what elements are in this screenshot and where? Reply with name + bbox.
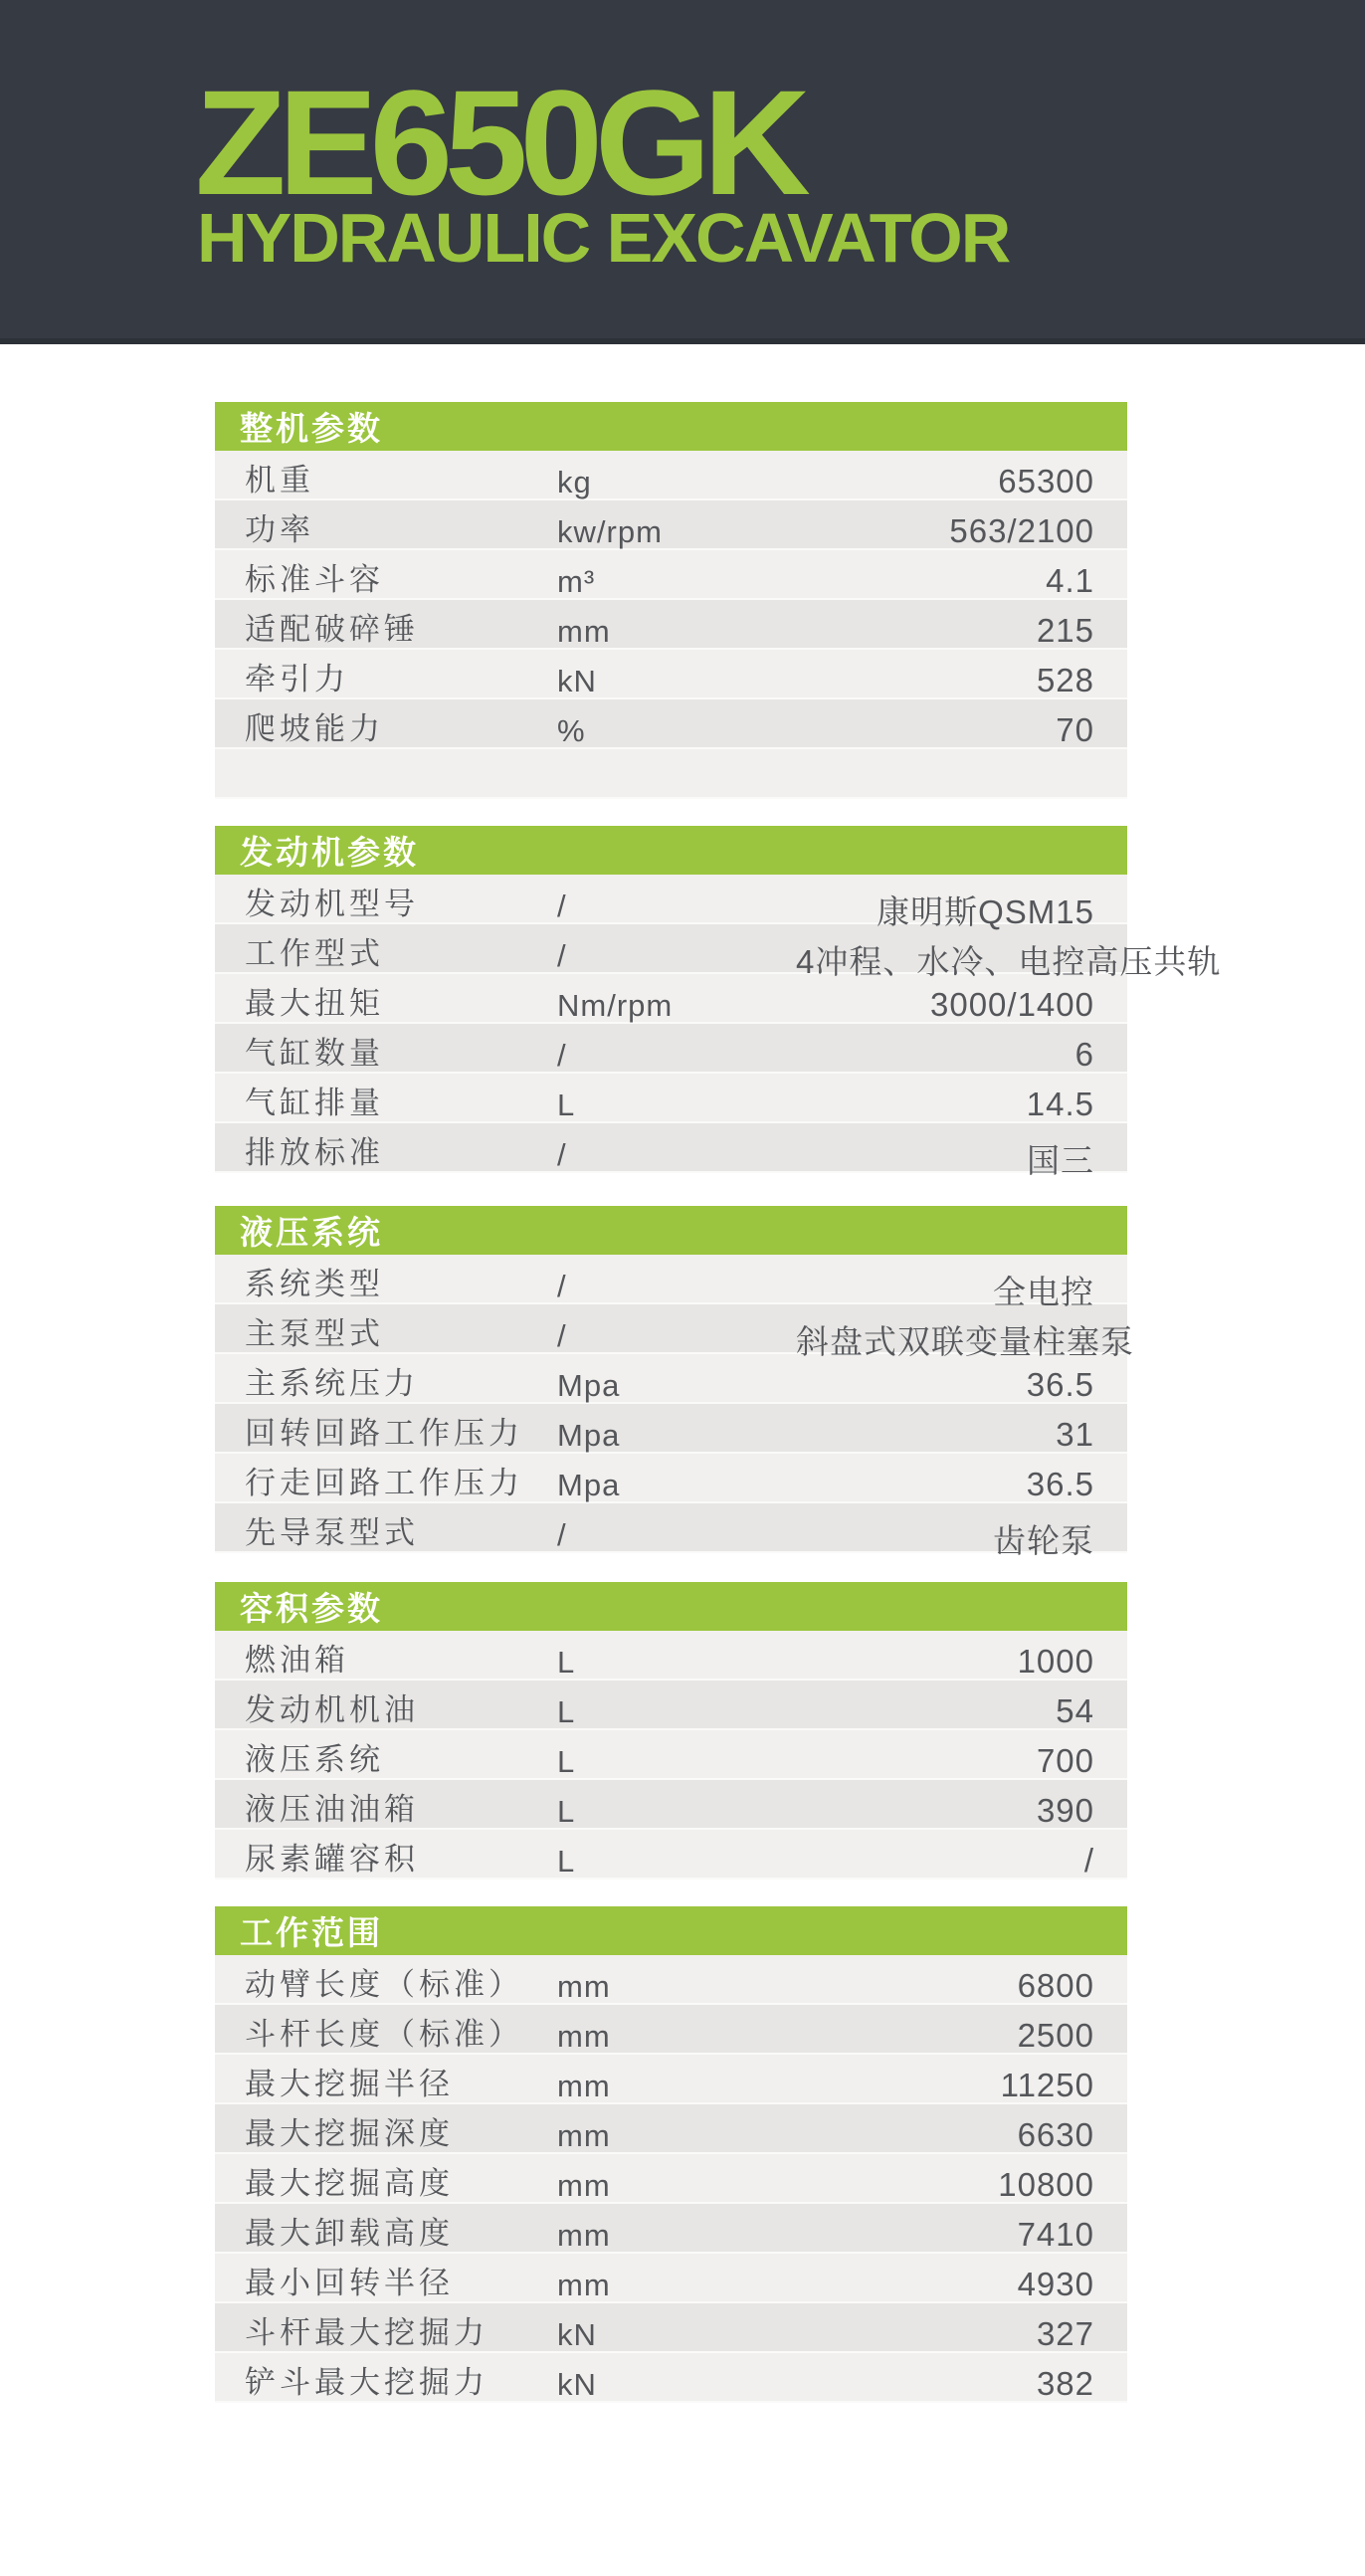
table-row <box>215 451 1127 500</box>
row-label: 标准斗容 <box>245 562 384 597</box>
spec-table <box>215 1206 1134 1559</box>
row-value: 斜盘式双联变量柱塞泵 <box>796 1323 1134 1360</box>
table-title-bar <box>215 402 1127 451</box>
table-title-bar <box>215 1906 1127 1955</box>
row-value: 6800 <box>1017 1967 1094 2004</box>
table-row <box>215 1681 1127 1730</box>
row-label: 主系统压力 <box>245 1366 419 1401</box>
table-row <box>215 2254 1127 2303</box>
row-unit: mm <box>557 2168 611 2203</box>
hero-header <box>0 0 1365 344</box>
row-value: 65300 <box>998 463 1094 499</box>
row-label: 最大卸载高度 <box>245 2216 454 2251</box>
table-rows <box>215 875 1222 1179</box>
row-label: 工作型式 <box>245 936 384 971</box>
row-value: 7410 <box>1017 2216 1094 2253</box>
row-unit: / <box>557 1038 567 1073</box>
table-row <box>215 2055 1127 2104</box>
row-value: 14.5 <box>1026 1086 1094 1122</box>
row-label: 燃油箱 <box>245 1643 349 1678</box>
row-unit: Mpa <box>557 1368 621 1403</box>
row-unit <box>557 749 796 797</box>
row-label: 牵引力 <box>245 662 349 696</box>
row-label <box>215 749 557 797</box>
row-label: 最大挖掘半径 <box>245 2067 454 2101</box>
row-label: 先导泵型式 <box>245 1515 419 1550</box>
row-value: 390 <box>1036 1792 1094 1829</box>
row-unit: / <box>557 1318 567 1353</box>
table-row <box>215 2303 1127 2353</box>
row-label: 液压系统 <box>245 1742 384 1777</box>
row-label: 铲斗最大挖掘力 <box>245 2365 488 2400</box>
row-value: 36.5 <box>1026 1366 1094 1403</box>
table-row <box>215 1631 1127 1681</box>
table-row <box>215 699 1127 749</box>
row-unit: kg <box>557 465 592 499</box>
row-unit: L <box>557 1844 576 1879</box>
table-row <box>215 1304 1134 1360</box>
table-title-bar <box>215 1582 1127 1631</box>
row-unit: kN <box>557 664 597 698</box>
table-title: 液压系统 <box>240 1214 383 1251</box>
row-unit: / <box>557 889 567 923</box>
row-unit: Mpa <box>557 1418 621 1453</box>
row-label: 系统类型 <box>245 1267 384 1301</box>
row-unit: L <box>557 1794 576 1829</box>
row-unit: mm <box>557 2268 611 2302</box>
row-unit: % <box>557 713 586 748</box>
row-label: 最小回转半径 <box>245 2266 454 2300</box>
table-row <box>215 974 1127 1024</box>
row-unit: L <box>557 1744 576 1779</box>
row-unit: mm <box>557 1969 611 2004</box>
table-row <box>215 2104 1127 2154</box>
row-value: 6 <box>1074 1036 1094 1073</box>
row-unit: mm <box>557 2069 611 2103</box>
table-row <box>215 1255 1127 1310</box>
row-value: 31 <box>1056 1416 1094 1453</box>
table-rows <box>215 451 1127 799</box>
row-label: 机重 <box>245 463 314 497</box>
row-unit: / <box>557 1269 567 1303</box>
spec-tables <box>0 344 1365 2403</box>
row-unit: mm <box>557 2118 611 2153</box>
row-value: 1000 <box>1017 1643 1094 1680</box>
row-value <box>796 749 1127 797</box>
row-unit: Nm/rpm <box>557 988 674 1023</box>
table-row <box>215 1830 1127 1880</box>
row-value: 康明斯QSM15 <box>877 893 1094 930</box>
table-row <box>215 600 1127 650</box>
row-label: 功率 <box>245 512 314 547</box>
row-label: 发动机机油 <box>245 1692 419 1727</box>
row-value: 11250 <box>1000 2067 1094 2103</box>
row-value: 3000/1400 <box>930 986 1094 1023</box>
row-value: 全电控 <box>993 1274 1094 1310</box>
table-row <box>215 500 1127 550</box>
row-unit: L <box>557 1645 576 1680</box>
table-row <box>215 2204 1127 2254</box>
row-label: 最大挖掘深度 <box>245 2116 454 2151</box>
row-value: 36.5 <box>1026 1466 1094 1502</box>
row-unit: kN <box>557 2317 597 2352</box>
model-title: ZE650GK <box>195 59 803 226</box>
row-value: 国三 <box>1027 1142 1094 1179</box>
row-unit: / <box>557 938 567 973</box>
table-row <box>215 1454 1127 1503</box>
row-value: 齿轮泵 <box>993 1522 1094 1559</box>
row-value: 4.1 <box>1046 562 1094 599</box>
table-row <box>215 1123 1127 1179</box>
spec-table <box>215 826 1222 1179</box>
table-title: 容积参数 <box>240 1590 383 1627</box>
row-unit: kw/rpm <box>557 514 663 549</box>
row-label: 斗杆长度（标准） <box>245 2017 523 2052</box>
table-row <box>215 2005 1127 2055</box>
table-title-bar <box>215 826 1127 875</box>
table-row <box>215 875 1127 930</box>
row-unit: Mpa <box>557 1468 621 1502</box>
row-label: 气缸排量 <box>245 1086 384 1120</box>
row-unit: L <box>557 1088 576 1122</box>
row-unit: mm <box>557 2218 611 2253</box>
row-value: 528 <box>1036 662 1094 698</box>
row-value: 54 <box>1056 1692 1094 1729</box>
row-value: 10800 <box>998 2166 1094 2203</box>
table-row <box>215 1074 1127 1123</box>
table-title: 发动机参数 <box>240 834 419 871</box>
row-unit: / <box>557 1137 567 1172</box>
table-row <box>215 2353 1127 2403</box>
table-row <box>215 1780 1127 1830</box>
table-row-empty <box>215 749 1127 799</box>
row-label: 发动机型号 <box>245 887 419 921</box>
table-row <box>215 2154 1127 2204</box>
row-value: 700 <box>1036 1742 1094 1779</box>
table-rows <box>215 1631 1127 1880</box>
row-unit: / <box>557 1517 567 1552</box>
spec-table <box>215 402 1127 799</box>
table-row <box>215 1730 1127 1780</box>
row-label: 爬坡能力 <box>245 711 384 746</box>
row-label: 行走回路工作压力 <box>245 1466 523 1500</box>
table-row <box>215 550 1127 600</box>
row-value: 563/2100 <box>949 512 1094 549</box>
row-unit: mm <box>557 614 611 649</box>
row-value: 4冲程、水冷、电控高压共轨 <box>796 943 1222 980</box>
row-label: 最大扭矩 <box>245 986 384 1021</box>
row-label: 液压油油箱 <box>245 1792 419 1827</box>
table-row <box>215 650 1127 699</box>
table-row <box>215 924 1222 980</box>
row-label: 气缸数量 <box>245 1036 384 1071</box>
table-row <box>215 1354 1127 1404</box>
row-value: 327 <box>1036 2315 1094 2352</box>
table-title-bar <box>215 1206 1127 1255</box>
row-label: 回转回路工作压力 <box>245 1416 523 1451</box>
row-unit: m³ <box>557 564 596 599</box>
row-label: 排放标准 <box>245 1135 384 1170</box>
table-row <box>215 1955 1127 2005</box>
row-value: 6630 <box>1017 2116 1094 2153</box>
row-unit: L <box>557 1694 576 1729</box>
table-rows <box>215 1255 1134 1559</box>
row-label: 主泵型式 <box>245 1316 384 1351</box>
row-label: 最大挖掘高度 <box>245 2166 454 2201</box>
table-title: 整机参数 <box>240 410 383 447</box>
table-row <box>215 1404 1127 1454</box>
row-value: 215 <box>1036 612 1094 649</box>
row-unit: kN <box>557 2367 597 2402</box>
row-value: 4930 <box>1017 2266 1094 2302</box>
spec-table <box>215 1582 1127 1880</box>
row-value: 382 <box>1036 2365 1094 2402</box>
table-title: 工作范围 <box>240 1914 383 1951</box>
table-row <box>215 1503 1127 1559</box>
row-value: 2500 <box>1017 2017 1094 2054</box>
row-value: 70 <box>1056 711 1094 748</box>
row-label: 动臂长度（标准） <box>245 1967 523 2002</box>
model-subtitle: HYDRAULIC EXCAVATOR <box>197 199 1010 277</box>
table-row <box>215 1024 1127 1074</box>
row-value: / <box>1083 1842 1094 1879</box>
spec-table <box>215 1906 1127 2403</box>
row-label: 斗杆最大挖掘力 <box>245 2315 488 2350</box>
row-label: 尿素罐容积 <box>245 1842 419 1877</box>
row-unit: mm <box>557 2019 611 2054</box>
row-label: 适配破碎锤 <box>245 612 419 647</box>
table-rows <box>215 1955 1127 2403</box>
